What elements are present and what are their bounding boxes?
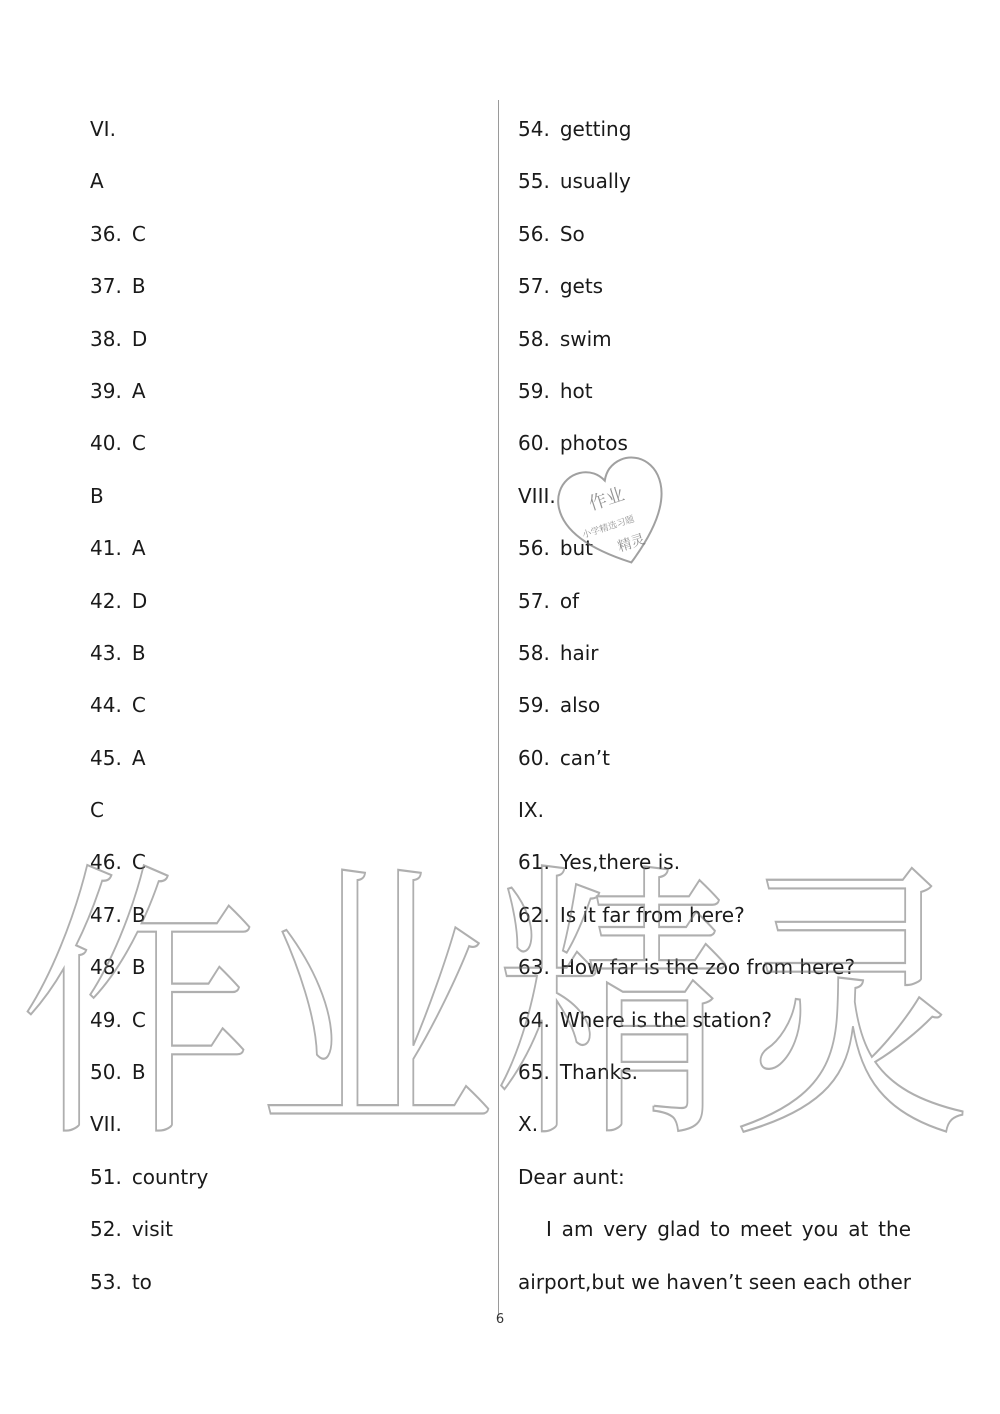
answer-text: D (131, 588, 148, 613)
question-number: 58. (518, 326, 550, 351)
question-number: IX. (518, 798, 544, 823)
answer-line (90, 470, 470, 522)
answer-text: country (131, 1164, 209, 1189)
answer-text: C (131, 431, 146, 456)
question-number: 57. (518, 274, 550, 299)
question-number: 62. (518, 902, 550, 927)
answer-line (90, 732, 470, 784)
answer-line (518, 889, 911, 941)
letter-line-2: airport,but we haven’t seen each other (518, 1269, 911, 1294)
left-answer-column (90, 103, 470, 1308)
answer-line (90, 1256, 470, 1308)
question-number: 39. (90, 378, 122, 403)
answer-text: B (131, 955, 146, 980)
question-number: X. (518, 1112, 539, 1137)
question-number: 55. (518, 169, 550, 194)
answer-line (90, 941, 470, 993)
answer-line (518, 575, 911, 627)
question-number: 45. (90, 745, 122, 770)
answer-line (90, 1046, 470, 1098)
answer-text: hot (559, 378, 593, 403)
answer-text: visit (131, 1217, 174, 1242)
question-number: 44. (90, 693, 122, 718)
answer-line (90, 522, 470, 574)
answer-line (518, 836, 911, 888)
answer-line (518, 1046, 911, 1098)
question-number: VIII. (518, 483, 556, 508)
question-number: 57. (518, 588, 550, 613)
answer-line (90, 575, 470, 627)
answer-line (518, 732, 911, 784)
question-number: VII. (90, 1112, 122, 1137)
answer-text: but (559, 536, 594, 561)
answer-text: C (131, 850, 146, 875)
answer-line (518, 208, 911, 260)
question-number: 43. (90, 640, 122, 665)
question-number: 60. (518, 745, 550, 770)
answer-text: also (559, 693, 601, 718)
question-number: 47. (90, 902, 122, 927)
answer-line (90, 103, 470, 155)
answer-text: D (131, 326, 148, 351)
answer-line (518, 365, 911, 417)
answer-text: photos (559, 431, 628, 456)
answer-line (518, 627, 911, 679)
answer-text: usually (559, 169, 631, 194)
answer-line (518, 103, 911, 155)
answer-text: A (131, 536, 146, 561)
letter-greeting: Dear aunt: (518, 1164, 625, 1189)
answer-line (518, 784, 911, 836)
question-number: 56. (518, 221, 550, 246)
stamp-text-mid: 小学精选习题 (581, 514, 636, 541)
question-number: 51. (90, 1164, 122, 1189)
answer-text: So (559, 221, 585, 246)
answer-line (518, 994, 911, 1046)
answer-text: Is it far from here? (559, 902, 745, 927)
answer-line (518, 679, 911, 731)
answer-text: swim (559, 326, 612, 351)
stamp-text-top: 作业 (586, 483, 628, 515)
answer-text: of (559, 588, 580, 613)
question-number: 38. (90, 326, 122, 351)
question-number: B (90, 483, 104, 508)
answer-line (90, 208, 470, 260)
answer-text: B (131, 1060, 146, 1085)
question-number: A (90, 169, 104, 194)
right-answer-column (518, 103, 911, 1308)
answer-line (518, 1098, 911, 1150)
answer-line (518, 260, 911, 312)
question-number: 60. (518, 431, 550, 456)
answer-line (90, 155, 470, 207)
answer-text: Yes,there is. (559, 850, 681, 875)
answer-text: B (131, 274, 146, 299)
question-number: 65. (518, 1060, 550, 1085)
answer-text: C (131, 693, 146, 718)
right-answer-list (518, 103, 911, 1151)
question-number: 59. (518, 693, 550, 718)
question-number: 37. (90, 274, 122, 299)
answer-text: C (131, 1007, 146, 1032)
answer-line (518, 155, 911, 207)
watermark-text: 作业精灵 (20, 840, 970, 1150)
page-number: 6 (495, 1312, 505, 1327)
answer-line (518, 313, 911, 365)
question-number: 49. (90, 1007, 122, 1032)
answer-line (90, 260, 470, 312)
question-number: 63. (518, 955, 550, 980)
question-number: 56. (518, 536, 550, 561)
question-number: 48. (90, 955, 122, 980)
question-number: 52. (90, 1217, 122, 1242)
answer-line (90, 889, 470, 941)
question-number: 64. (518, 1007, 550, 1032)
answer-text: to (131, 1269, 152, 1294)
answer-text: A (131, 378, 146, 403)
answer-line (90, 627, 470, 679)
answer-line (518, 470, 911, 522)
question-number: 53. (90, 1269, 122, 1294)
question-number: 40. (90, 431, 122, 456)
answer-text: getting (559, 117, 632, 141)
question-number: 54. (518, 117, 550, 141)
question-number: VI. (90, 117, 116, 141)
question-number: C (90, 798, 104, 823)
answer-line (90, 1203, 470, 1255)
answer-line (90, 417, 470, 469)
question-number: 42. (90, 588, 122, 613)
stamp-text-bottom: 精灵 (615, 531, 648, 556)
question-number: 58. (518, 640, 550, 665)
question-number: 41. (90, 536, 122, 561)
question-number: 46. (90, 850, 122, 875)
answer-text: C (131, 221, 146, 246)
question-number: 59. (518, 378, 550, 403)
answer-line (90, 313, 470, 365)
answer-text: Thanks. (559, 1060, 638, 1085)
answer-text: hair (559, 640, 599, 665)
answer-line (90, 784, 470, 836)
answer-line (518, 522, 911, 574)
answer-line (90, 679, 470, 731)
answer-text: can’t (559, 745, 610, 770)
answer-line (90, 1151, 470, 1203)
column-divider (498, 100, 499, 1315)
answer-line (90, 994, 470, 1046)
answer-text: How far is the zoo from here? (559, 955, 856, 980)
letter-line-1: I am very glad to meet you at the (546, 1217, 911, 1242)
question-number: 36. (90, 221, 122, 246)
answer-text: B (131, 640, 146, 665)
answer-text: B (131, 902, 146, 927)
answer-text: gets (559, 274, 604, 299)
answer-text: Where is the station? (559, 1007, 772, 1032)
answer-line (518, 417, 911, 469)
question-number: 50. (90, 1060, 122, 1085)
answer-text: A (131, 745, 146, 770)
answer-line (90, 836, 470, 888)
answer-line (518, 941, 911, 993)
answer-line (90, 365, 470, 417)
question-number: 61. (518, 850, 550, 875)
answer-line (90, 1098, 470, 1150)
